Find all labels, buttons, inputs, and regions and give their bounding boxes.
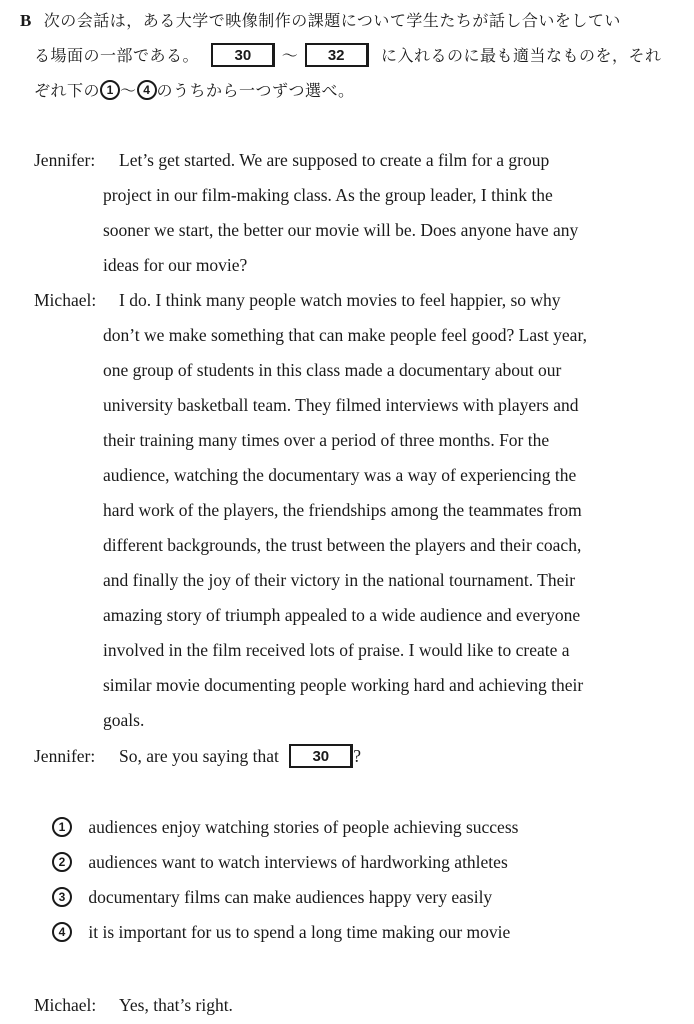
range-separator: ～ bbox=[281, 46, 299, 65]
option-range-end-marker: 4 bbox=[137, 80, 157, 100]
option-number-marker: 1 bbox=[52, 817, 72, 837]
option-number-marker: 4 bbox=[52, 922, 72, 942]
dialogue-line: their training many times over a period of three months. For the bbox=[103, 430, 550, 450]
section-label: B bbox=[20, 11, 32, 30]
speaker-label: Jennifer: bbox=[34, 150, 96, 170]
dialogue-line: amazing story of triumph appealed to a wide audience and everyone bbox=[103, 605, 581, 625]
option-3[interactable] bbox=[52, 885, 492, 909]
instruction-text-1: 次の会話は，ある大学で映像制作の課題について学生たちが話し合いをしてい bbox=[43, 11, 621, 30]
instruction-text-2a: る場面の一部である。 bbox=[34, 46, 200, 65]
instruction-text-3a: ぞれ下の bbox=[34, 81, 101, 100]
dialogue-line: I do. I think many people watch movies to feel happier, so why bbox=[119, 290, 561, 310]
option-4[interactable] bbox=[52, 920, 510, 944]
instruction-text-2b: に入れるのに最も適当なものを，それ bbox=[381, 46, 662, 65]
instruction-line-2 bbox=[34, 43, 662, 69]
speaker-label: Michael: bbox=[34, 995, 97, 1015]
answer-box-start: 30 bbox=[211, 43, 275, 67]
option-text: audiences enjoy watching stories of people achieving success bbox=[88, 817, 519, 837]
dialogue-line: sooner we start, the better our movie will be. Does anyone have any bbox=[103, 220, 579, 240]
reply-text: Yes, that’s right. bbox=[119, 995, 233, 1015]
instruction-line-1 bbox=[20, 8, 621, 33]
range-separator-2: ～ bbox=[120, 81, 137, 100]
dialogue-line: Let’s get started. We are supposed to create a film for a group bbox=[119, 150, 550, 170]
option-1[interactable] bbox=[52, 815, 518, 839]
question-line bbox=[119, 744, 361, 770]
option-range-start-marker: 1 bbox=[100, 80, 120, 100]
instruction-text-3b: のうちから一つずつ選べ。 bbox=[156, 81, 355, 100]
dialogue-line: one group of students in this class made a documentary about our bbox=[103, 360, 562, 380]
dialogue-line: hard work of the players, the friendships among the teammates from bbox=[103, 500, 582, 520]
dialogue-line: project in our film-making class. As the group leader, I think the bbox=[103, 185, 553, 205]
dialogue-line: goals. bbox=[103, 710, 145, 730]
speaker-label: Jennifer: bbox=[34, 746, 96, 766]
option-number-marker: 2 bbox=[52, 852, 72, 872]
speaker-label: Michael: bbox=[34, 290, 97, 310]
option-number-marker: 3 bbox=[52, 887, 72, 907]
dialogue-line: audience, watching the documentary was a way of experiencing the bbox=[103, 465, 577, 485]
question-text: So, are you saying that bbox=[119, 746, 279, 766]
answer-box-end: 32 bbox=[305, 43, 369, 67]
dialogue-line: university basketball team. They filmed interviews with players and bbox=[103, 395, 579, 415]
dialogue-line: and finally the joy of their victory in the national tournament. Their bbox=[103, 570, 576, 590]
option-2[interactable] bbox=[52, 850, 508, 874]
dialogue-line: different backgrounds, the trust between the players and their coach, bbox=[103, 535, 582, 555]
answer-blank-30[interactable]: 30 bbox=[289, 744, 353, 768]
option-text: audiences want to watch interviews of hardworking athletes bbox=[88, 852, 508, 872]
dialogue-line: ideas for our movie? bbox=[103, 255, 248, 275]
option-text: it is important for us to spend a long time making our movie bbox=[88, 922, 511, 942]
dialogue-line: don’t we make something that can make people feel good? Last year, bbox=[103, 325, 587, 345]
question-mark: ? bbox=[353, 746, 362, 766]
instruction-line-3 bbox=[34, 78, 355, 103]
dialogue-line: involved in the film received lots of praise. I would like to create a bbox=[103, 640, 570, 660]
option-text: documentary films can make audiences happy very easily bbox=[88, 887, 493, 907]
dialogue-line: similar movie documenting people working hard and achieving their bbox=[103, 675, 584, 695]
